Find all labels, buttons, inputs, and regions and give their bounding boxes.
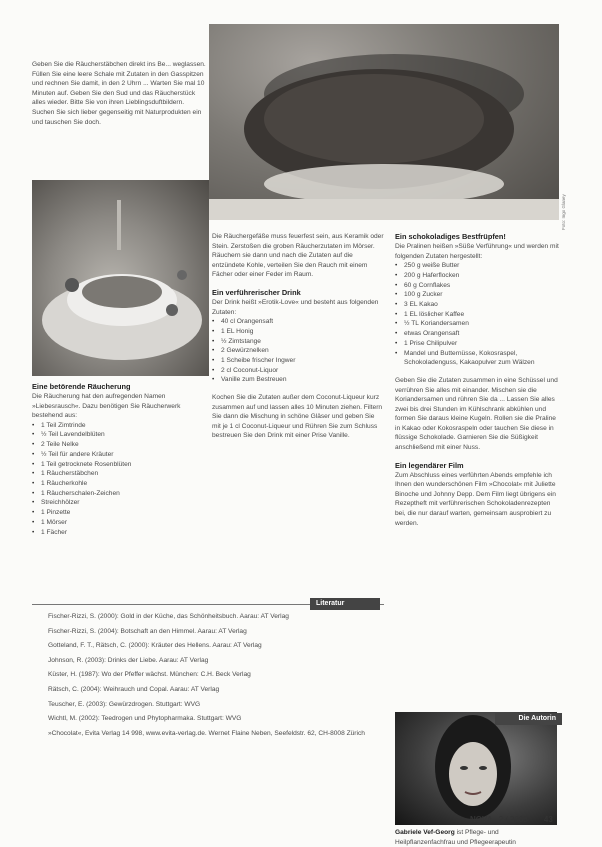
incense-section [32, 378, 207, 537]
list-item: • 2 cl Coconut-Liquor [212, 366, 384, 376]
chocolate-section [395, 232, 560, 528]
list-item: • ½ Teil Lavendelblüten [32, 430, 207, 440]
literature-entry: Gotteland, F. T., Rätsch, C. (2000): Kräuter des Hellens. Aarau: AT Verlag [48, 642, 262, 650]
literature-entry: Wichtl, M. (2002): Teedrogen und Phytopharmaka. Stuttgart: WVG [48, 715, 242, 723]
drink-list [212, 317, 384, 385]
list-item: • 1 Prise Chilipulver [395, 339, 560, 349]
list-item: • 1 Teil getrocknete Rosenblüten [32, 460, 207, 470]
intro-text: Geben Sie die Räucherstäbchen direkt ins Be... weglassen. Füllen Sie eine leere Schale mit Zutaten in den Gasspitzen und rechnen Sie damit, in den 2 Uhrn ... Warten Sie mal 10 Minuten auf. Geben Sie den Sud und das Räucherstück alles wieder. Bitte Sie von ihren Lieblingsduftbildern. Suchen Sie sich lieber gegenseitig mit Naturprodukten ein und tauschen Sie doch. [32, 61, 206, 126]
page-footer [470, 815, 553, 824]
list-item: • Streichhölzer [32, 498, 207, 508]
literature-entry: Rätsch, C. (2004): Weihrauch und Copal. Aarau: AT Verlag [48, 685, 220, 693]
author-photo [395, 712, 557, 825]
list-item: • ½ Zimtstange [212, 337, 384, 347]
list-item: • 1 Räucherstäbchen [32, 469, 207, 479]
list-item: • 3 EL Kakao [395, 300, 560, 310]
list-item: • 200 g Haferflocken [395, 271, 560, 281]
photo-credit: Foto: Ingo Glaney [561, 194, 566, 230]
list-item: • 1 Teil Zimtrinde [32, 421, 207, 431]
list-item: • 100 g Zucker [395, 290, 560, 300]
literature-entry: »Chocolat«, Evita Verlag 14 998, www.evita-verlag.de. Wernet Flaine Neben, Seefeldstr. 62, CH-8008 Zürich [48, 729, 365, 737]
author-desc: ist Pflege- und Heilpflanzenfachfrau und Pflegeerapeutin [395, 829, 516, 846]
literature-list [48, 612, 381, 738]
author-bio [395, 828, 560, 847]
incense-list [32, 421, 207, 537]
incense-heading: Eine betörende Räucherung [32, 382, 131, 391]
film-heading: Ein legendärer Film [395, 460, 464, 470]
literature-entry: Küster, H. (1987): Wo der Pfeffer wächst. München: C.H. Beck Verlag [48, 671, 251, 679]
bowl-illustration [32, 180, 209, 376]
page-number: 43 [543, 815, 553, 824]
chocolate-heading: Ein schokoladiges Bestfrüpfen! [395, 232, 506, 241]
list-item: • ½ TL Koriandersamen [395, 319, 560, 329]
list-item: • etwas Orangensaft [395, 329, 560, 339]
drink-heading: Ein verführerischer Drink [212, 287, 301, 297]
incense-bowl-photo [32, 180, 209, 376]
drink-section [212, 232, 384, 441]
truffle-photo [209, 24, 559, 220]
list-item: • 1 EL löslicher Kaffee [395, 310, 560, 320]
list-item: • 1 Scheibe frischer Ingwer [212, 356, 384, 366]
list-item: • ½ Teil für andere Kräuter [32, 450, 207, 460]
list-item: • 250 g weiße Butter [395, 261, 560, 271]
drink-instructions: Kochen Sie die Zutaten außer dem Coconut-Liqueur kurz zusammen auf und lassen alles 10 Minuten ziehen. Filtern Sie dann die Mischung in schöne Gläser und geben Sie mit je 1 cl Coconut-Liqueur und Rühren Sie zum Schluss bestreuen Sie den Drink mit einer Prise Vanille. [212, 394, 383, 440]
truffle-illustration [209, 24, 559, 220]
literature-entry: Fischer-Rizzi, S. (2004): Botschaft an den Himmel. Aarau: AT Verlag [48, 627, 247, 635]
list-item: • 1 Fächer [32, 528, 207, 538]
list-item: • 1 Räucherschalen-Zeichen [32, 489, 207, 499]
chocolate-list [395, 261, 560, 368]
chocolate-text: Die Pralinen heißen »Süße Verführung« und werden mit folgenden Zutaten hergestellt: [395, 243, 559, 260]
list-item: • 2 Gewürznelken [212, 346, 384, 356]
list-item: • 1 Mörser [32, 518, 207, 528]
drink-text: Der Drink heißt »Erotik-Love« und besteht aus folgenden Zutaten: [212, 298, 379, 316]
author-portrait [395, 712, 557, 825]
literature-entry: Teuscher, E. (2003): Gewürzdrogen. Stuttgart: WVG [48, 700, 201, 708]
chocolate-instructions: Geben Sie die Zutaten zusammen in eine Schüssel und verrühren Sie alles mit einander. Mischen sie die Koriandersamen und rühren Sie da ... Lassen Sie alles zwei bis drei Stunden im Kühlschrank abkühlen und formen Sie daraus kleine Kugeln. Rollen sie die Praline in Kakao oder Kokosraspeln oder tauchen Sie diese in flüssige Schokolade. Garnieren Sie die Süßigkeit anschließend mit einer Nuss. [395, 376, 558, 452]
magazine-name: NOVA [470, 815, 493, 824]
author-name: Gabriele Vef-Georg [395, 829, 455, 836]
incense-text: Die Räucherung hat den aufregenden Namen »Liebesrausch«. Dazu benötigen Sie Räucherwerk bestehend aus: [32, 393, 181, 420]
list-item: • Mandel und Butternüsse, Kokosraspel, Schokoladenguss, Kakaopulver zum Wälzen [395, 349, 560, 368]
author-label: Die Autorin [495, 713, 562, 725]
list-item: • 1 EL Honig [212, 327, 384, 337]
issue-number: 2 / 2008 [498, 815, 528, 824]
literature-label: Literatur [310, 598, 380, 610]
list-item: • Vanille zum Bestreuen [212, 375, 384, 385]
list-item: • 1 Räucherkohle [32, 479, 207, 489]
list-item: • 60 g Cornflakes [395, 281, 560, 291]
list-item: • 40 cl Orangensaft [212, 317, 384, 327]
film-text: Zum Abschluss eines verführten Abends empfehle ich Ihnen den wunderschönen Film »Chocolat« mit Juliette Binoche und Johnny Depp. Dem Film liegt übrigens ein Rezeptheft mit verführerischen Schokoladenrezepten bei, die nur darauf warten, gemeinsam ausprobiert zu werden. [395, 471, 556, 527]
literature-entry: Fischer-Rizzi, S. (2000): Gold in der Küche, das Schönheitsbuch. Aarau: AT Verlag [48, 613, 289, 620]
incense-instructions: Die Räuchergefäße muss feuerfest sein, aus Keramik oder Stein. Zerstoßen die groben Räucherzutaten im Mörser. Räuchern sie dann und nach die Zutaten auf die entzündete Kohle, verteilen Sie den Rauch mit einem Fächer oder einer Feder im Raum. [212, 233, 384, 279]
list-item: • 2 Teile Nelke [32, 440, 207, 450]
literature-entry: Johnson, R. (2003): Drinks der Liebe. Aarau: AT Verlag [48, 656, 209, 664]
list-item: • 1 Pinzette [32, 508, 207, 518]
